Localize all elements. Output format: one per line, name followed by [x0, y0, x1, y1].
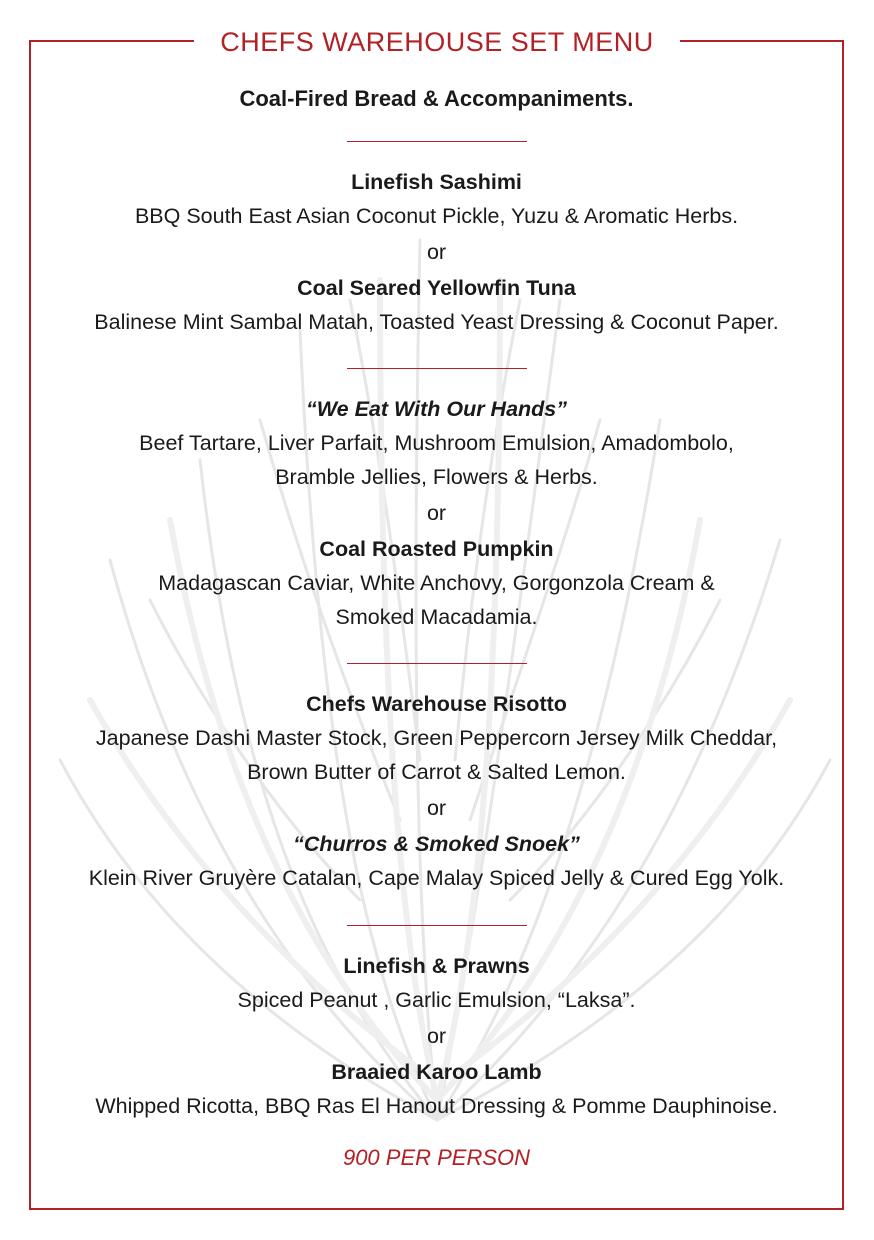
dish-description: Balinese Mint Sambal Matah, Toasted Yeast Dressing & Coconut Paper. — [94, 310, 779, 334]
or-divider: or — [426, 501, 447, 525]
dish-description: Bramble Jellies, Flowers & Herbs. — [275, 465, 598, 489]
course-1 — [31, 165, 842, 339]
course-4 — [31, 949, 842, 1123]
dish-description: Smoked Macadamia. — [335, 605, 538, 629]
course-separator — [347, 663, 527, 664]
dish-description: Madagascan Caviar, White Anchovy, Gorgonzola Cream & — [158, 571, 715, 595]
dish-description: BBQ South East Asian Coconut Pickle, Yuzu & Aromatic Herbs. — [134, 204, 739, 228]
dish-name: “Churros & Smoked Snoek” — [293, 832, 580, 856]
dish-name: Linefish & Prawns — [343, 954, 530, 978]
dish-description: Klein River Gruyère Catalan, Cape Malay Spiced Jelly & Cured Egg Yolk. — [88, 866, 785, 890]
course-separator — [347, 141, 527, 142]
dish-description: Spiced Peanut , Garlic Emulsion, “Laksa”. — [237, 988, 636, 1012]
menu-content — [31, 80, 842, 1175]
dish-description: Whipped Ricotta, BBQ Ras El Hanout Dressing & Pomme Dauphinoise. — [95, 1094, 778, 1118]
dish-name: Chefs Warehouse Risotto — [306, 692, 567, 716]
course-2 — [31, 392, 842, 634]
dish-description: Beef Tartare, Liver Parfait, Mushroom Emulsion, Amadombolo, — [139, 431, 734, 455]
bread-course: Coal-Fired Bread & Accompaniments. — [239, 86, 634, 111]
course-3 — [31, 687, 842, 895]
dish-name: Braaied Karoo Lamb — [331, 1060, 542, 1084]
dish-name: Coal Seared Yellowfin Tuna — [297, 276, 576, 300]
course-separator — [347, 368, 527, 369]
or-divider: or — [426, 240, 447, 264]
dish-name: Coal Roasted Pumpkin — [319, 537, 554, 561]
dish-name: “We Eat With Our Hands” — [305, 397, 567, 421]
course-separator — [347, 925, 527, 926]
title-bar — [0, 22, 874, 62]
menu-title: CHEFS WAREHOUSE SET MENU — [194, 22, 680, 62]
dish-name: Linefish Sashimi — [351, 170, 522, 194]
or-divider: or — [426, 796, 447, 820]
price-label: 900 PER PERSON — [342, 1145, 531, 1170]
dish-description: Brown Butter of Carrot & Salted Lemon. — [247, 760, 626, 784]
or-divider: or — [426, 1024, 447, 1048]
dish-description: Japanese Dashi Master Stock, Green Peppercorn Jersey Milk Cheddar, — [95, 726, 778, 750]
